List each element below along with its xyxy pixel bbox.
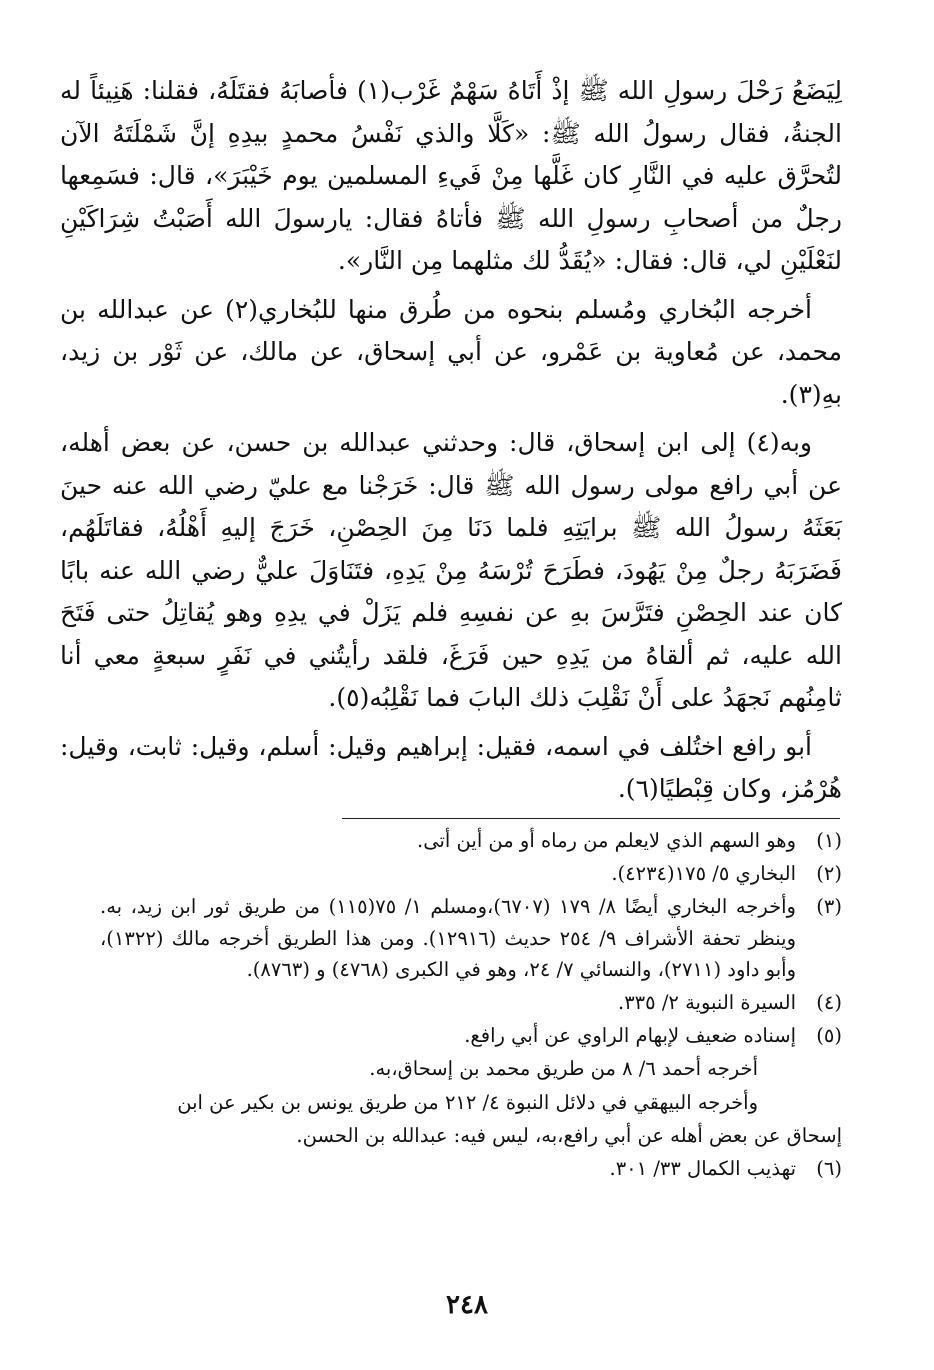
footnote-1	[100, 825, 842, 856]
footnote-number: (٥)	[816, 1024, 842, 1048]
footnote-5-line-4: إسحاق عن بعض أهله عن أبي رافع،به، ليس فيه: عبدالله بن الحسن.	[296, 1123, 842, 1147]
footnote-3	[100, 891, 842, 985]
paragraph-4: أبو رافع اختُلف في اسمه، فقيل: إبراهيم وقيل: أسلم، وقيل: ثابت، وقيل: هُرْمُز، وكان قِبْطيًا(٦).	[60, 731, 842, 803]
footnote-2	[100, 858, 842, 889]
footnote-text: السيرة النبوية ٢/ ٣٣٥.	[618, 991, 796, 1015]
page-number: ٢٤٨	[446, 1290, 488, 1320]
footnote-text: تهذيب الكمال ٣٣/ ٣٠١.	[609, 1157, 796, 1181]
footnote-text: البخاري ٥/ ١٧٥(٤٢٣٤).	[611, 862, 796, 886]
main-text	[60, 70, 842, 817]
footnotes	[100, 825, 842, 1186]
footnote-text: وهو السهم الذي لايعلم من رماه أو من أين أتى.	[417, 829, 796, 852]
footnote-number: (٢)	[816, 862, 842, 886]
footnote-5-line-2: أخرجه أحمد ٦/ ٨ من طريق محمد بن إسحاق،به.	[369, 1057, 758, 1081]
paragraph-3: وبه(٤) إلى ابن إسحاق، قال: وحدثني عبدالله بن حسن، عن بعض أهله، عن أبي رافع مولى رسول الله ﷺ قال: خَرَجْنا مع عليّ رضي الله عنه حينَ بَعَثَهُ رسولُ الله ﷺ برايَتِهِ فلما دَنَا مِنَ الحِصْنِ، خَرَجَ إليهِ أَهْلُهُ، فقاتَلَهُم، فَضَرَبَهُ رجلٌ مِنْ يَهُودَ، فطَرَحَ تُرْسَهُ مِنْ يَدِهِ، فتَنَاوَلَ عليٌّ رضي الله عنه بابًا كان عند الحِصْنِ فتَرَّسَ بهِ عن نفسِهِ فلم يَزَلْ في يدِهِ وهو يُقاتِلُ حتى فَتَحَ الله عليه، ثم ألقاهُ من يَدِهِ حين فَرَغَ، فلقد رأيتُني في نَفَرٍ سبعةٍ معي أنا ثامِنُهم نَجهَدُ على أَنْ نَقْلِبَ ذلك البابَ فما نَقْلِبُه(٥).	[60, 428, 843, 712]
footnote-6	[100, 1153, 842, 1184]
footnote-number: (٤)	[816, 991, 842, 1015]
footnote-number: (١)	[816, 829, 842, 852]
footnote-number: (٦)	[816, 1157, 842, 1181]
footnote-text: وأخرجه البخاري أيضًا ٨/ ١٧٩ (٦٧٠٧)،ومسلم ١/ ٧٥(١١٥) من طريق ثور ابن زيد، به. وينظر تحفة الأشراف ٩/ ٢٥٤ حديث (١٢٩١٦). ومن هذا الطريق أخرجه مالك (١٣٢٢)، وأبو داود (٢٧١١)، والنسائي ٧/ ٢٤، وهو في الكبرى (٤٧٦٨) و (٨٧٦٣).	[100, 895, 796, 981]
footnote-4	[100, 987, 842, 1018]
footnote-number: (٣)	[816, 895, 842, 919]
paragraph-1: لِيَضَعُ رَحْلَ رسولِ الله ﷺ إذْ أَتَاهُ سَهْمٌ غَرْب(١) فأصابَهُ فقتَلَهُ، فقلنا: هَنِيئاً له الجنةُ، فقال رسولُ الله ﷺ: «كَلَّا والذي نَفْسُ محمدٍ بيدِهِ إنَّ شَمْلَتَهُ الآن لتُحرَّق عليه في النَّارِ كان غَلَّها مِنْ فَيءِ المسلمين يوم خَيْبَرَ»، قال: فسَمِعها رجلٌ من أصحابِ رسولِ الله ﷺ فأتاهُ فقال: يارسولَ الله أَصَبْتُ شِرَاكَيْنِ لنَعْلَيْنِ لي، قال: فقال: «يُقَدُّ لك مثلهما مِن النَّار».	[60, 76, 843, 275]
footnote-text: إسناده ضعيف لإبهام الراوي عن أبي رافع.	[464, 1024, 796, 1048]
paragraph-2: أخرجه البُخاري ومُسلم بنحوه من طُرق منها للبُخاري(٢) عن عبدالله بن محمد، عن مُعاوية بن عَمْرو، عن أبي إسحاق، عن مالك، عن ثَوْر بن زيد، بهِ(٣).	[60, 294, 842, 409]
footnote-5-line-3: وأخرجه البيهقي في دلائل النبوة ٤/ ٢١٢ من طريق يونس بن بكير عن ابن	[177, 1090, 758, 1114]
footnote-separator	[342, 818, 840, 819]
footnote-5	[100, 1020, 842, 1051]
